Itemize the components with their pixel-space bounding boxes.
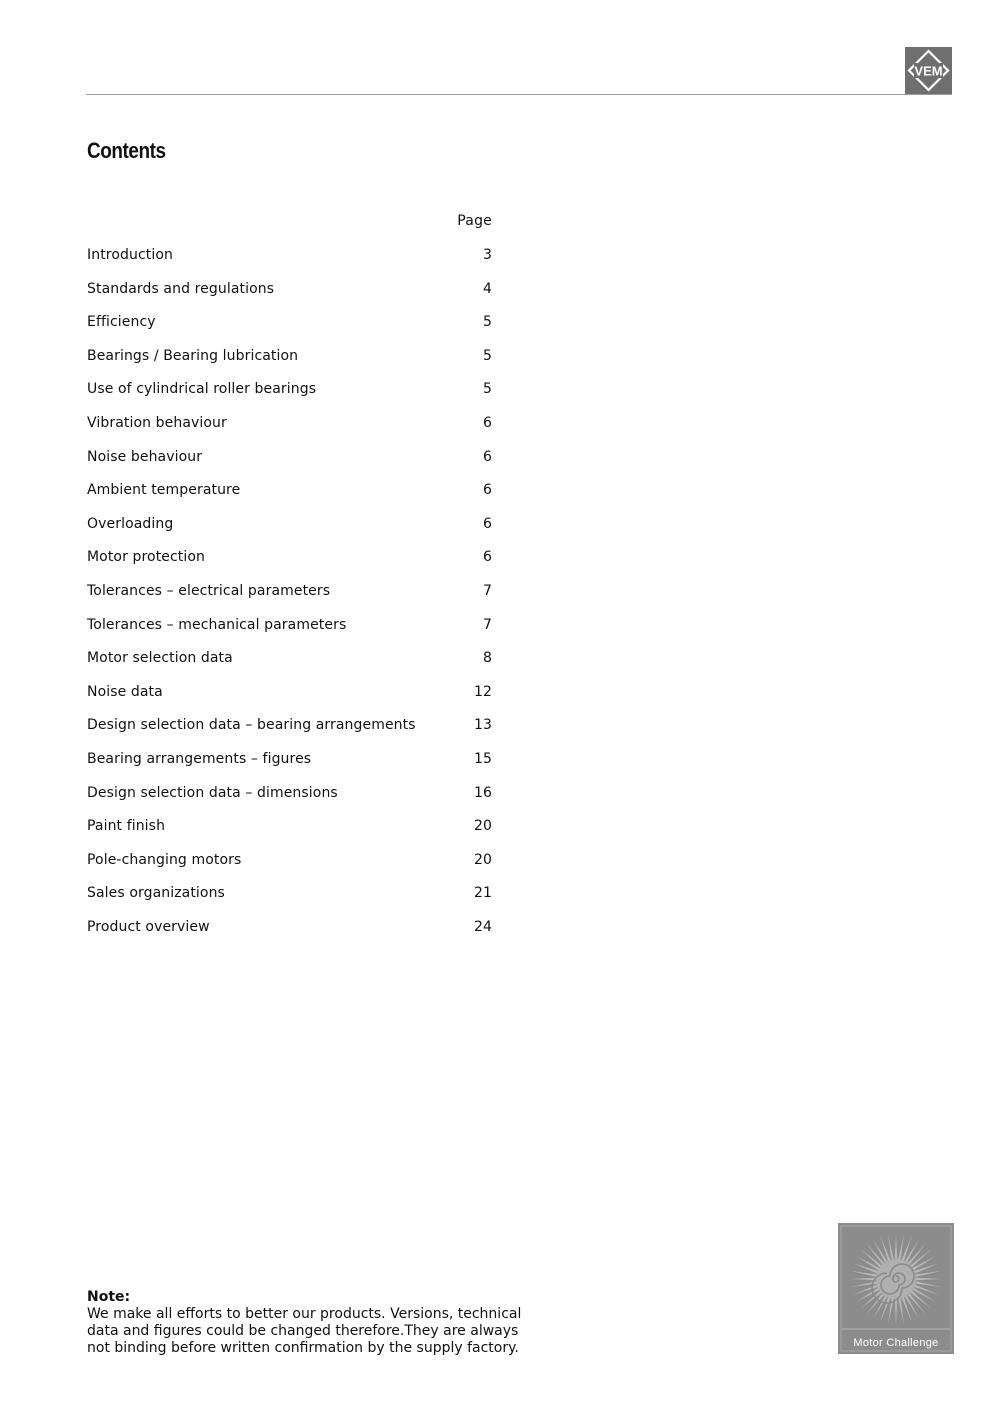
header-rule [86, 94, 952, 95]
toc-entry-page: 12 [473, 683, 492, 700]
toc-entry [87, 676, 493, 710]
toc-entry-title: Noise data [87, 683, 163, 700]
toc-entry-title: Design selection data – dimensions [87, 784, 338, 801]
toc-entry-title: Ambient temperature [87, 482, 241, 499]
toc-entry-title: Motor protection [87, 549, 206, 566]
toc-header [87, 205, 493, 239]
note-line: data and figures could be changed therefore.They are always [87, 1323, 519, 1339]
toc-entry-page: 15 [473, 750, 492, 767]
toc-page-column-label: Page [457, 213, 492, 229]
toc-entry [87, 844, 493, 878]
note-line: not binding before written confirmation by the supply factory. [87, 1340, 519, 1356]
toc-entry [87, 877, 493, 911]
toc-entry-page: 3 [482, 247, 492, 263]
toc-entry [87, 541, 493, 575]
note-line: We make all efforts to better our products. Versions, technical [87, 1306, 522, 1322]
toc-entry-title: Noise behaviour [87, 448, 203, 465]
vem-logo-text: VEM [914, 63, 943, 79]
motor-challenge-label: Motor Challenge [853, 1337, 939, 1349]
toc-entry-page: 21 [473, 885, 492, 902]
vem-logo [905, 47, 952, 94]
toc-entry [87, 273, 493, 307]
note-label: Note: [87, 1289, 131, 1305]
toc-entry-title: Introduction [87, 247, 173, 263]
toc-entry-title: Use of cylindrical roller bearings [87, 381, 317, 398]
toc-entry [87, 709, 493, 743]
toc-entries [87, 239, 493, 944]
toc-entry-page: 16 [473, 784, 492, 801]
vem-diamond-logo-icon [905, 47, 952, 94]
toc-entry-page: 7 [482, 582, 492, 599]
toc-entry-title: Tolerances – mechanical parameters [87, 616, 347, 633]
toc-entry-title: Pole-changing motors [87, 851, 242, 868]
toc-entry-page: 6 [482, 549, 492, 566]
toc-entry-page: 20 [473, 851, 492, 868]
toc-entry [87, 911, 493, 945]
toc-entry-page: 5 [482, 347, 492, 364]
toc-entry-title: Vibration behaviour [87, 414, 227, 431]
toc-entry [87, 743, 493, 777]
toc-entry-title: Motor selection data [87, 650, 233, 667]
toc-entry-page: 5 [482, 314, 492, 331]
toc-entry-page: 20 [473, 818, 492, 835]
toc-entry [87, 239, 493, 273]
page-title: Contents [87, 138, 166, 163]
note [87, 1289, 522, 1357]
toc-entry-title: Standards and regulations [87, 280, 275, 297]
toc-entry-page: 5 [482, 381, 492, 398]
toc-entry-page: 13 [473, 717, 492, 734]
toc-entry [87, 407, 493, 441]
toc-entry [87, 474, 493, 508]
toc-entry-title: Design selection data – bearing arrangements [87, 717, 416, 734]
toc-entry [87, 777, 493, 811]
toc-entry-title: Bearing arrangements – figures [87, 750, 312, 767]
toc-entry-page: 6 [482, 515, 492, 532]
toc-entry-page: 24 [473, 918, 492, 935]
toc-entry [87, 609, 493, 643]
toc-entry-title: Sales organizations [87, 885, 225, 902]
toc-entry-page: 4 [482, 280, 492, 297]
toc-entry-page: 7 [482, 616, 492, 633]
toc-entry-page: 6 [482, 482, 492, 499]
toc-entry-title: Product overview [87, 918, 210, 935]
toc-entry [87, 306, 493, 340]
toc-entry [87, 575, 493, 609]
toc-entry [87, 810, 493, 844]
toc-entry [87, 340, 493, 374]
motor-challenge-logo [838, 1223, 954, 1354]
table-of-contents [87, 205, 493, 944]
toc-entry-title: Bearings / Bearing lubrication [87, 347, 299, 364]
sunburst-spiral-icon [838, 1223, 954, 1354]
toc-entry-page: 6 [482, 414, 492, 431]
toc-entry [87, 441, 493, 475]
toc-entry [87, 508, 493, 542]
toc-entry-title: Paint finish [87, 818, 166, 835]
toc-entry-title: Tolerances – electrical parameters [87, 582, 331, 599]
toc-entry-title: Overloading [87, 515, 174, 532]
toc-entry-page: 8 [482, 650, 492, 667]
toc-entry-page: 6 [482, 448, 492, 465]
toc-entry [87, 373, 493, 407]
toc-entry [87, 642, 493, 676]
toc-entry-title: Efficiency [87, 314, 156, 331]
